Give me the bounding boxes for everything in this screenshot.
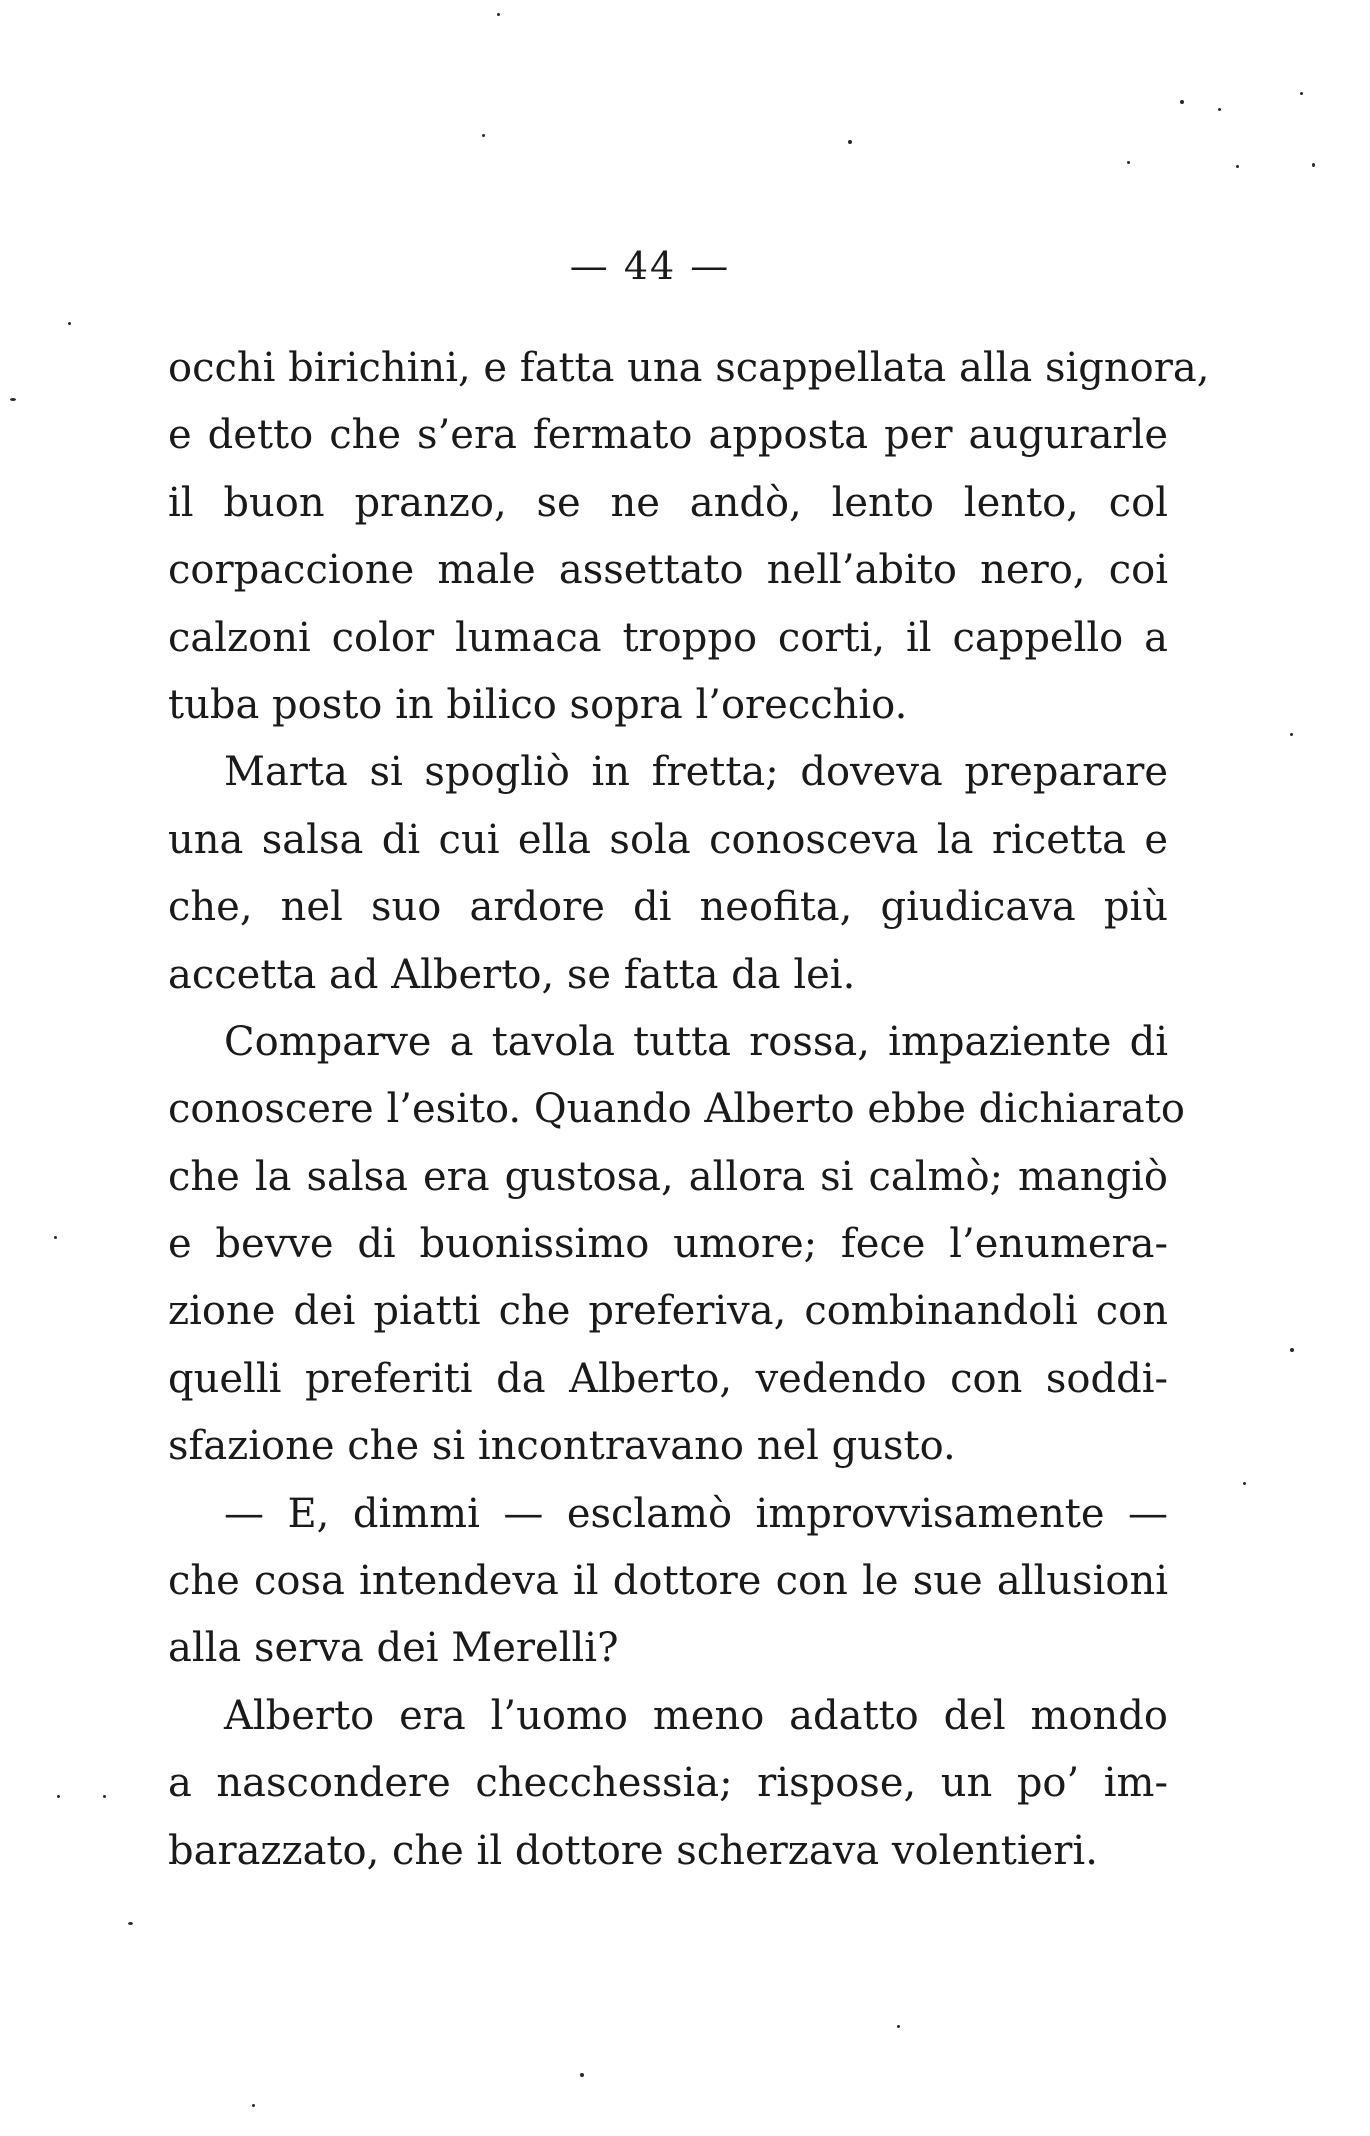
text-line: e bevve di buonissimo umore; fece l’enumera- xyxy=(168,1221,1168,1268)
text-line: zione dei piatti che preferiva, combinandoli con xyxy=(168,1288,1168,1335)
text-line: che cosa intendeva il dottore con le sue allusioni xyxy=(168,1558,1168,1605)
scan-speck xyxy=(1290,733,1293,736)
scan-speck xyxy=(54,1236,57,1239)
scan-speck xyxy=(1312,163,1315,167)
scan-speck xyxy=(580,2073,584,2077)
text-line: a nascondere checchessia; rispose, un po’ im- xyxy=(168,1760,1168,1807)
scan-speck xyxy=(252,2104,255,2107)
text-line: Alberto era l’uomo meno adatto del mondo xyxy=(224,1692,1168,1739)
text-line: il buon pranzo, se ne andò, lento lento, col xyxy=(168,479,1168,526)
page-number: — 44 — xyxy=(569,244,731,288)
scan-speck xyxy=(1300,92,1303,95)
scan-speck xyxy=(1243,1482,1246,1485)
scan-speck xyxy=(57,1795,60,1798)
text-line: barazzato, che il dottore scherzava volentieri. xyxy=(168,1827,1098,1874)
scan-speck xyxy=(1218,108,1221,111)
text-line: alla serva dei Merelli? xyxy=(168,1625,619,1672)
scan-speck xyxy=(848,140,852,144)
text-line: che la salsa era gustosa, allora si calmò; mangiò xyxy=(168,1153,1168,1200)
text-line: calzoni color lumaca troppo corti, il cappello a xyxy=(168,614,1168,661)
text-line: e detto che s’era fermato apposta per augurarle xyxy=(168,412,1168,459)
text-line: conoscere l’esito. Quando Alberto ebbe dichiarato xyxy=(168,1086,1185,1133)
text-line: accetta ad Alberto, se fatta da lei. xyxy=(168,951,856,998)
text-line: corpaccione male assettato nell’abito nero, coi xyxy=(168,547,1168,594)
text-line: occhi birichini, e fatta una scappellata alla signora, xyxy=(168,345,1210,391)
text-line: sfazione che si incontravano nel gusto. xyxy=(168,1423,956,1470)
text-line: Marta si spogliò in fretta; doveva preparare xyxy=(224,749,1168,796)
scan-speck xyxy=(10,398,16,401)
scan-speck xyxy=(103,1795,106,1798)
text-line: che, nel suo ardore di neofita, giudicava più xyxy=(168,884,1168,931)
scan-speck xyxy=(1127,161,1130,164)
scan-speck xyxy=(128,1922,133,1925)
scan-speck xyxy=(1180,100,1184,104)
scan-speck xyxy=(897,2025,900,2028)
text-line: tuba posto in bilico sopra l’orecchio. xyxy=(168,681,908,728)
scan-speck xyxy=(68,322,71,325)
scan-speck xyxy=(497,13,500,16)
scan-speck xyxy=(1236,165,1239,168)
body-text xyxy=(168,335,1210,1885)
text-line: Comparve a tavola tutta rossa, impaziente di xyxy=(224,1018,1168,1065)
text-line: — E, dimmi — esclamò improvvisamente — xyxy=(224,1490,1168,1537)
scan-speck xyxy=(1290,1348,1294,1352)
scan-speck xyxy=(482,134,485,137)
text-line: quelli preferiti da Alberto, vedendo con soddi- xyxy=(168,1355,1168,1402)
text-line: una salsa di cui ella sola conosceva la ricetta e xyxy=(168,816,1168,863)
